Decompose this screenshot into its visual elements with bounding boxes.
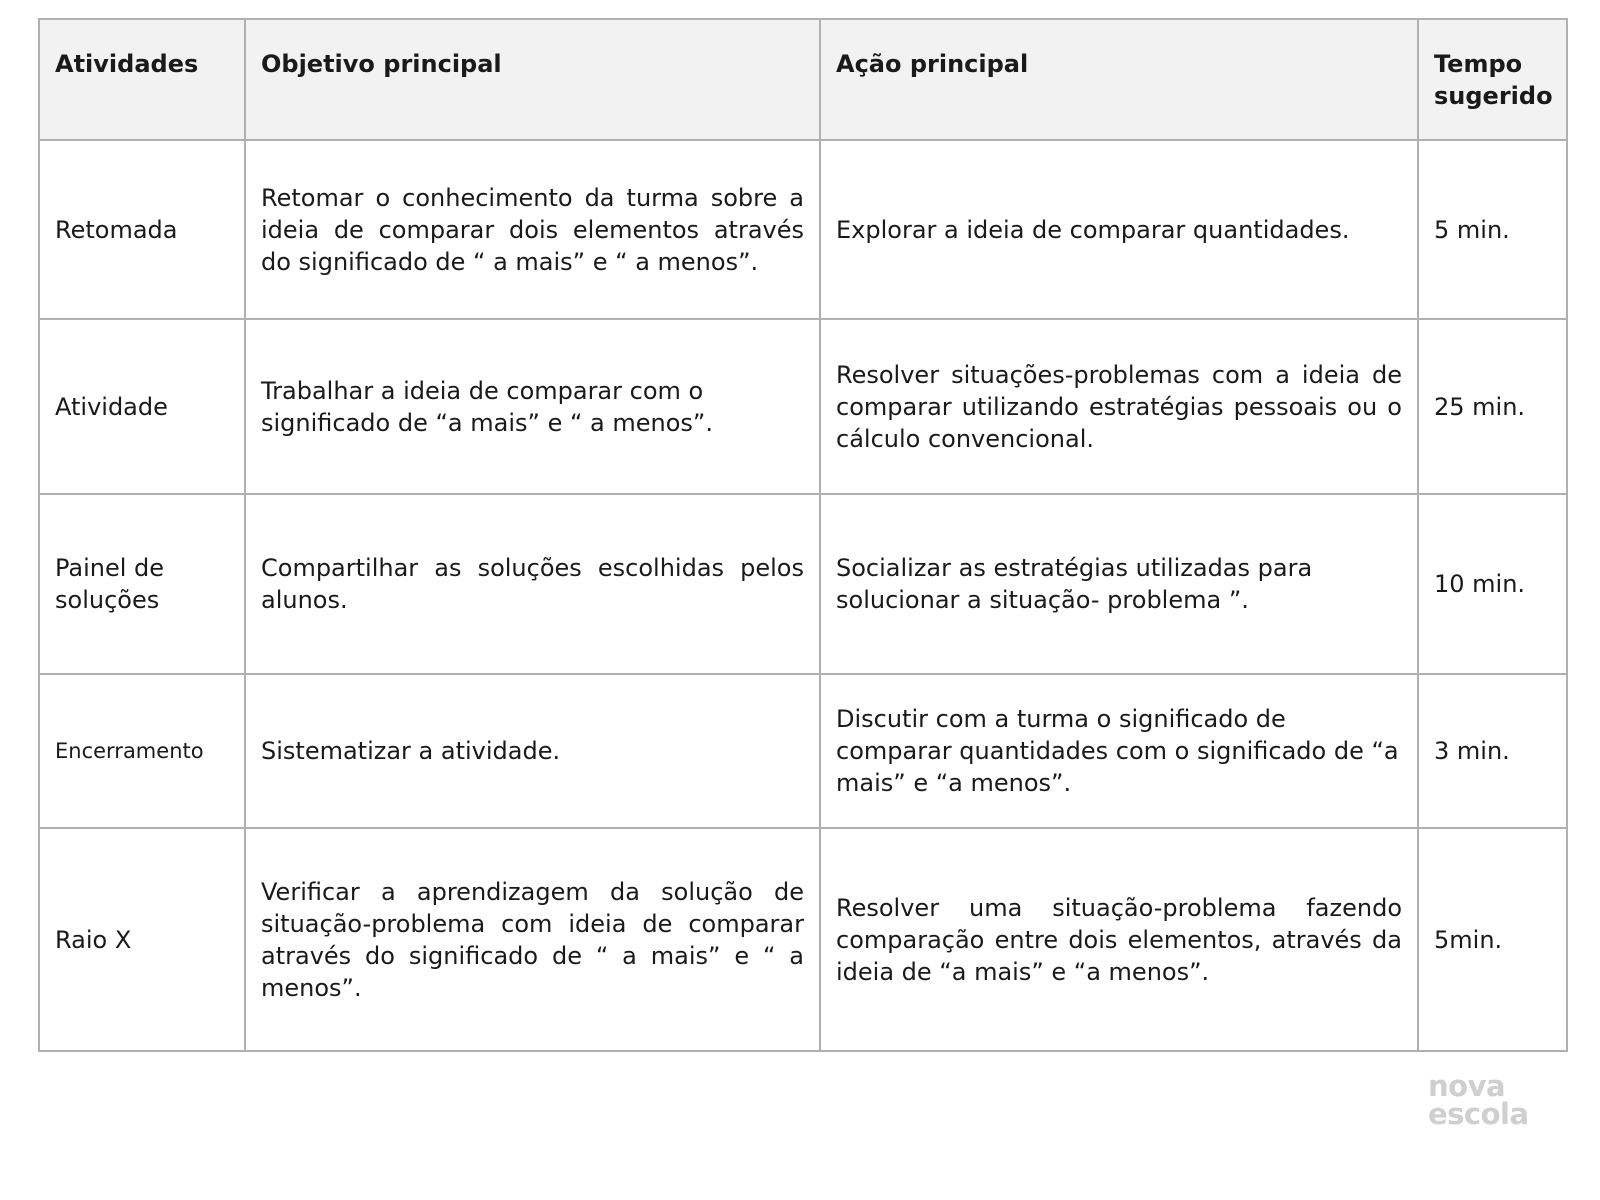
cell-objective: Trabalhar a ideia de comparar com o significado de “a mais” e “ a menos”. <box>245 319 820 494</box>
cell-time: 25 min. <box>1418 319 1567 494</box>
table-header-row <box>39 19 1567 140</box>
cell-action: Explorar a ideia de comparar quantidades. <box>820 140 1418 319</box>
nova-escola-logo <box>1428 1069 1548 1131</box>
table-row <box>39 494 1567 674</box>
cell-time: 5min. <box>1418 828 1567 1051</box>
cell-action: Discutir com a turma o significado de comparar quantidades com o significado de “a mais” e “a menos”. <box>820 674 1418 828</box>
cell-action: Resolver uma situação-problema fazendo comparação entre dois elementos, através da ideia de “a mais” e “a menos”. <box>820 828 1418 1051</box>
header-atividades: Atividades <box>39 19 245 140</box>
lesson-plan-table <box>38 18 1568 1052</box>
cell-time: 5 min. <box>1418 140 1567 319</box>
cell-objective: Retomar o conhecimento da turma sobre a ideia de comparar dois elementos através do significado de “ a mais” e “ a menos”. <box>245 140 820 319</box>
cell-activity: Encerramento <box>39 674 245 828</box>
cell-action: Socializar as estratégias utilizadas para solucionar a situação- problema ”. <box>820 494 1418 674</box>
table-row <box>39 828 1567 1051</box>
cell-objective: Sistematizar a atividade. <box>245 674 820 828</box>
cell-activity: Raio X <box>39 828 245 1051</box>
cell-action: Resolver situações-problemas com a ideia de comparar utilizando estratégias pessoais ou o cálculo convencional. <box>820 319 1418 494</box>
cell-objective: Verificar a aprendizagem da solução de situação-problema com ideia de comparar através do significado de “ a mais” e “ a menos”. <box>245 828 820 1051</box>
logo-line-1: nova <box>1428 1069 1506 1103</box>
header-tempo: Tempo sugerido <box>1418 19 1567 140</box>
cell-activity: Painel de soluções <box>39 494 245 674</box>
cell-time: 3 min. <box>1418 674 1567 828</box>
cell-activity: Atividade <box>39 319 245 494</box>
table-row <box>39 140 1567 319</box>
cell-objective: Compartilhar as soluções escolhidas pelos alunos. <box>245 494 820 674</box>
table-row <box>39 319 1567 494</box>
cell-time: 10 min. <box>1418 494 1567 674</box>
header-objetivo: Objetivo principal <box>245 19 820 140</box>
logo-line-2: escola <box>1428 1097 1529 1131</box>
table-row <box>39 674 1567 828</box>
cell-activity: Retomada <box>39 140 245 319</box>
header-acao: Ação principal <box>820 19 1418 140</box>
